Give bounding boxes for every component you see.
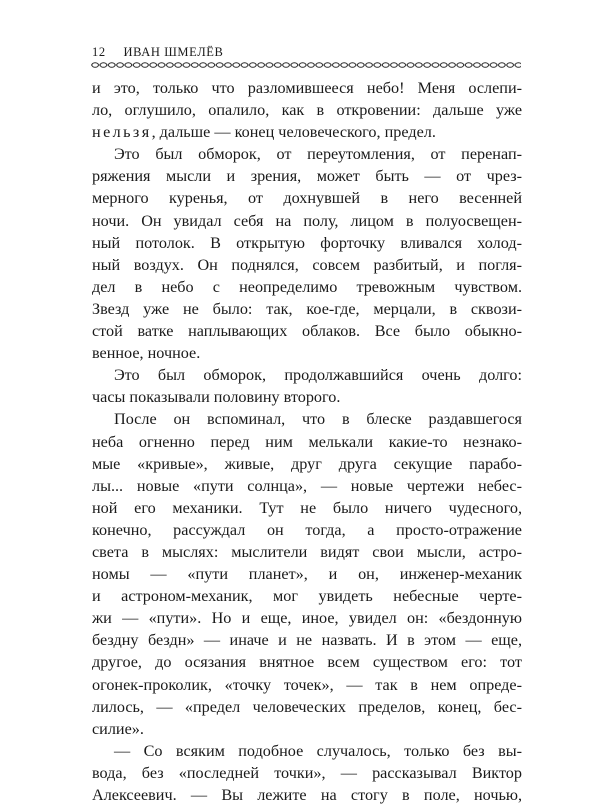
text-line: лы... новые «пути солнца», — новые чертежи небес- [92, 476, 522, 495]
text-line: другое, до осязания внятное всем существом его: тот [92, 653, 522, 672]
text-line: и это, только что разломившееся небо! Меня ослепи- [92, 79, 522, 97]
text-line: неба огненно перед ним мелькали какие-то незнако- [92, 432, 522, 451]
text-line: бездну бездн» — иначе и не назвать. И в этом — еще, [92, 631, 522, 650]
text-line: мые «кривые», живые, друг друга секущие парабо- [92, 454, 522, 473]
text-line: мерного куренья, от дохнувшей в него весенней [92, 189, 522, 208]
text-line: ный воздух. Он поднялся, совсем разбитый, и погля- [92, 255, 522, 274]
text-line: номы — «пути планет», и он, инженер-механик [92, 565, 522, 584]
text-line: силие». [92, 719, 144, 738]
text-line: Алексеевич. — Вы лежите на стогу в поле, ночью, [92, 786, 522, 804]
text-line: Звезд уже не было: так, кое-где, мерцали, в сквози- [92, 299, 522, 318]
text-line: После он вспоминал, что в блеске раздавшегося [114, 410, 522, 429]
emphasized-word: нельзя [92, 123, 152, 142]
text-line: ной его механики. Тут не было ничего чудесного, [92, 498, 522, 517]
text-line: света в мыслях: мыслители видят свои мысли, астро- [92, 542, 522, 561]
header-ornament [91, 61, 521, 69]
text-line: ный потолок. В открытую форточку вливался холод- [92, 233, 522, 252]
text-line: часы показывали половину второго. [92, 388, 341, 407]
page-number: 12 [92, 45, 106, 59]
text-line: жи — «пути». Но и еще, иное, увидел он: «бездонную [92, 609, 522, 628]
text-line: вода, без «последней точки», — рассказывал Виктор [92, 763, 522, 782]
text-line: дел в небо с неопределимо тревожным чувством. [92, 277, 522, 296]
text-line: огонек-проколик, «точку точек», — так в нем опреде- [92, 675, 522, 694]
ornament-chain-icon [91, 61, 521, 69]
text-line: и астроном-механик, мог увидеть небесные черте- [92, 587, 522, 606]
text-line: лилось, — «предел человеческих пределов, конец, бес- [92, 697, 522, 716]
line-rest: , дальше — конец человеческого, предел. [151, 123, 436, 142]
text-line: стой ватке наплывающих облаков. Все было обыкно- [92, 322, 522, 341]
text-line: Это был обморок, продолжавшийся очень долго: [114, 366, 522, 385]
text-line: ночи. Он увидал себя на полу, лицом в полуосвещен- [92, 211, 522, 230]
text-line [92, 121, 522, 143]
text-line: ло, оглушило, опалило, как в откровении: дальше уже [92, 101, 522, 120]
text-line: ряжения мысли и зрения, может быть — от чрез- [92, 167, 522, 186]
text-line: — Со всяким подобное случалось, только без вы- [114, 741, 522, 760]
running-head [92, 44, 522, 60]
author-name: ИВАН ШМЕЛЁВ [123, 45, 224, 59]
text-line: венное, ночное. [92, 344, 201, 363]
text-line: конечно, рассуждал он тогда, а просто-отражение [92, 520, 522, 539]
body-text [92, 77, 522, 806]
text-line: Это был обморок, от переутомления, от перенап- [114, 145, 522, 164]
